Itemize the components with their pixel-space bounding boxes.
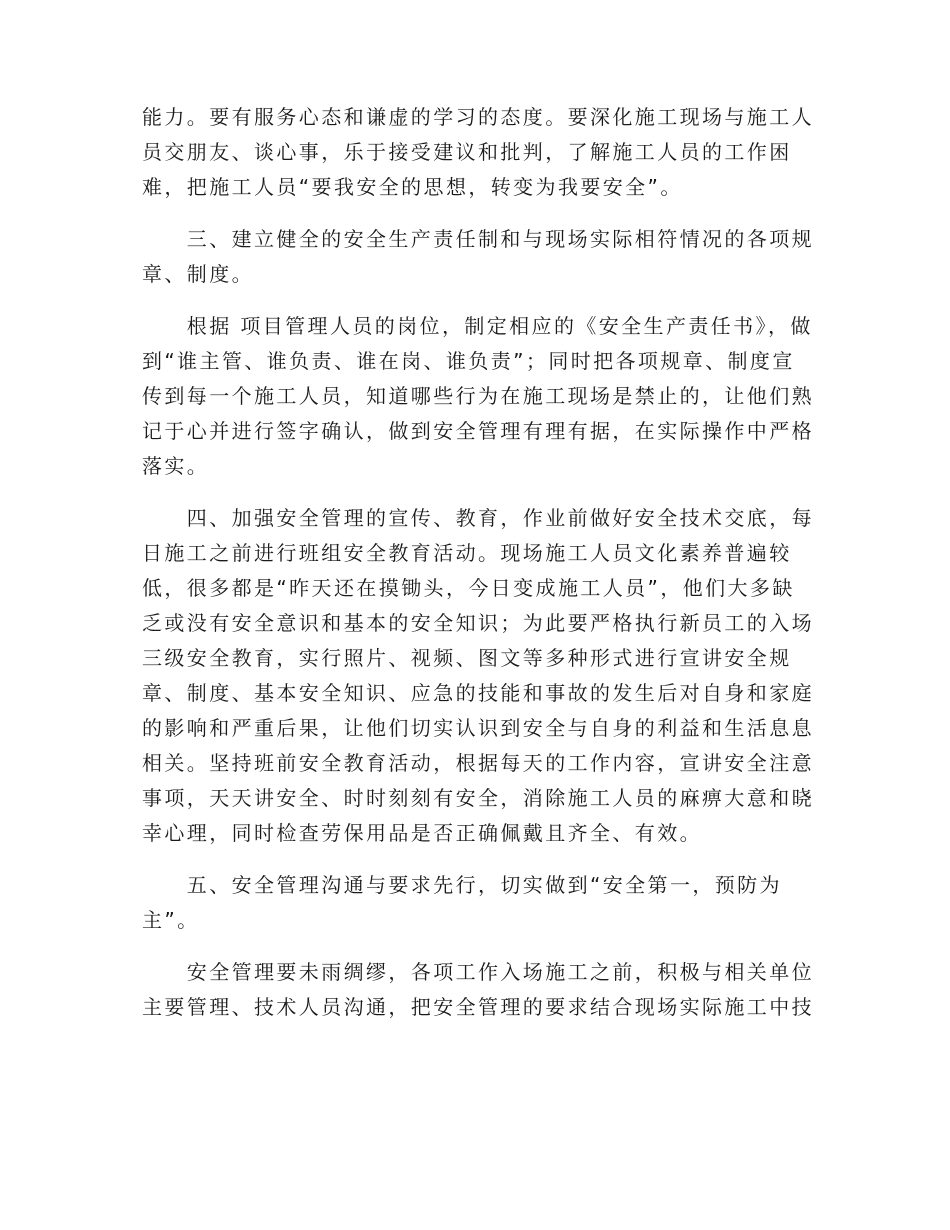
section-heading-three [142, 222, 812, 292]
section-heading-five [142, 868, 812, 938]
text-line: 幸心理，同时检查劳保用品是否正确佩戴且齐全、有效。 [142, 821, 702, 845]
text-line: 乏或没有安全意识和基本的安全知识；为此要严格执行新员工的入场 [142, 611, 814, 635]
text-line: 低，很多都是“昨天还在摸锄头，今日变成施工人员”，他们大多缺 [142, 576, 795, 600]
paragraph-responsibility [142, 309, 812, 484]
text-line: 主要管理、技术人员沟通，把安全管理的要求结合现场实际施工中技 [142, 995, 814, 1019]
text-line: 到“谁主管、谁负责、谁在岗、谁负责”；同时把各项规章、制度宣 [142, 349, 795, 373]
text-line: 记于心并进行签字确认，做到安全管理有理有据，在实际操作中严格 [142, 419, 814, 443]
text-line: 四、加强安全管理的宣传、教育，作业前做好安全技术交底，每 [142, 506, 814, 530]
paragraph-communication [142, 955, 812, 1025]
text-line: 的影响和严重后果，让他们切实认识到安全与自身的利益和生活息息 [142, 716, 814, 740]
paragraph-service-attitude [142, 100, 812, 205]
text-line: 日施工之前进行班组安全教育活动。现场施工人员文化素养普遍较 [142, 541, 792, 565]
text-line: 三级安全教育，实行照片、视频、图文等多种形式进行宣讲安全规 [142, 646, 792, 670]
text-line: 主”。 [142, 908, 200, 932]
text-line: 传到每一个施工人员，知道哪些行为在施工现场是禁止的，让他们熟 [142, 384, 814, 408]
text-line: 能力。要有服务心态和谦虚的学习的态度。要深化施工现场与施工人 [142, 105, 814, 129]
text-line: 五、安全管理沟通与要求先行，切实做到“安全第一，预防为 [142, 873, 782, 897]
text-line: 相关。坚持班前安全教育活动，根据每天的工作内容，宣讲安全注意 [142, 751, 814, 775]
text-line: 根据 项目管理人员的岗位，制定相应的《安全生产责任书》，做 [142, 314, 813, 338]
document-body [142, 100, 812, 1042]
text-line: 章、制度。 [142, 262, 254, 286]
text-line: 落实。 [142, 454, 210, 478]
section-heading-four [142, 501, 812, 851]
text-line: 三、建立健全的安全生产责任制和与现场实际相符情况的各项规 [142, 227, 814, 251]
text-line: 难，把施工人员“要我安全的思想，转变为我要安全”。 [142, 175, 683, 199]
text-line: 员交朋友、谈心事，乐于接受建议和批判，了解施工人员的工作困 [142, 140, 792, 164]
text-line: 事项，天天讲安全、时时刻刻有安全，消除施工人员的麻痹大意和晓 [142, 786, 814, 810]
text-line: 章、制度、基本安全知识、应急的技能和事故的发生后对自身和家庭 [142, 681, 814, 705]
text-line: 安全管理要未雨绸缪，各项工作入场施工之前，积极与相关单位 [142, 960, 814, 984]
